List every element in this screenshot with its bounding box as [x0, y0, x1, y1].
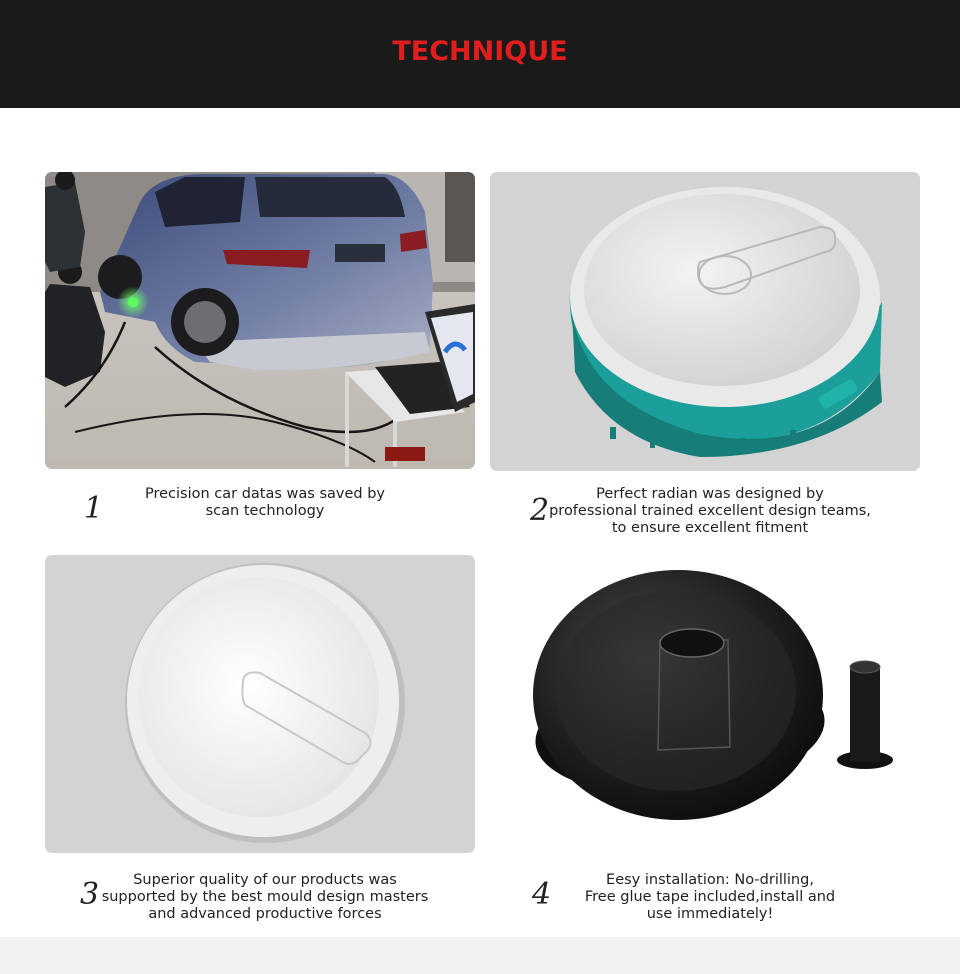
cover-3d-model-image [490, 172, 920, 471]
step-3-caption [95, 872, 435, 923]
footer-band [0, 937, 960, 974]
carbon-cover-product-image [490, 555, 920, 853]
mould-render-image [45, 555, 475, 853]
scan-car-photo [45, 172, 475, 469]
page-title: TECHNIQUE [392, 36, 568, 67]
step-number-1: 1 [84, 491, 104, 526]
header-banner [0, 0, 960, 108]
caption-line: Free glue tape included,install and [584, 889, 836, 905]
step-number-2: 2 [530, 493, 550, 528]
caption-line: and advanced productive forces [148, 906, 382, 922]
caption-line: to ensure excellent fitment [611, 520, 809, 536]
caption-line: supported by the best mould design masters [101, 889, 429, 905]
caption-line: Superior quality of our products was [133, 872, 397, 888]
step-2-caption [540, 486, 880, 537]
caption-line: Perfect radian was designed by [596, 486, 824, 502]
caption-line: professional trained excellent design teams, [549, 503, 871, 519]
caption-line: use immediately! [646, 906, 774, 922]
step-number-3: 3 [80, 877, 100, 912]
caption-line: scan technology [205, 503, 325, 519]
caption-line: Eesy installation: No-drilling, [606, 872, 814, 888]
step-number-4: 4 [532, 877, 552, 912]
step-1-caption [115, 486, 415, 520]
caption-line: Precision car datas was saved by [144, 486, 385, 502]
step-4-caption [560, 872, 860, 923]
